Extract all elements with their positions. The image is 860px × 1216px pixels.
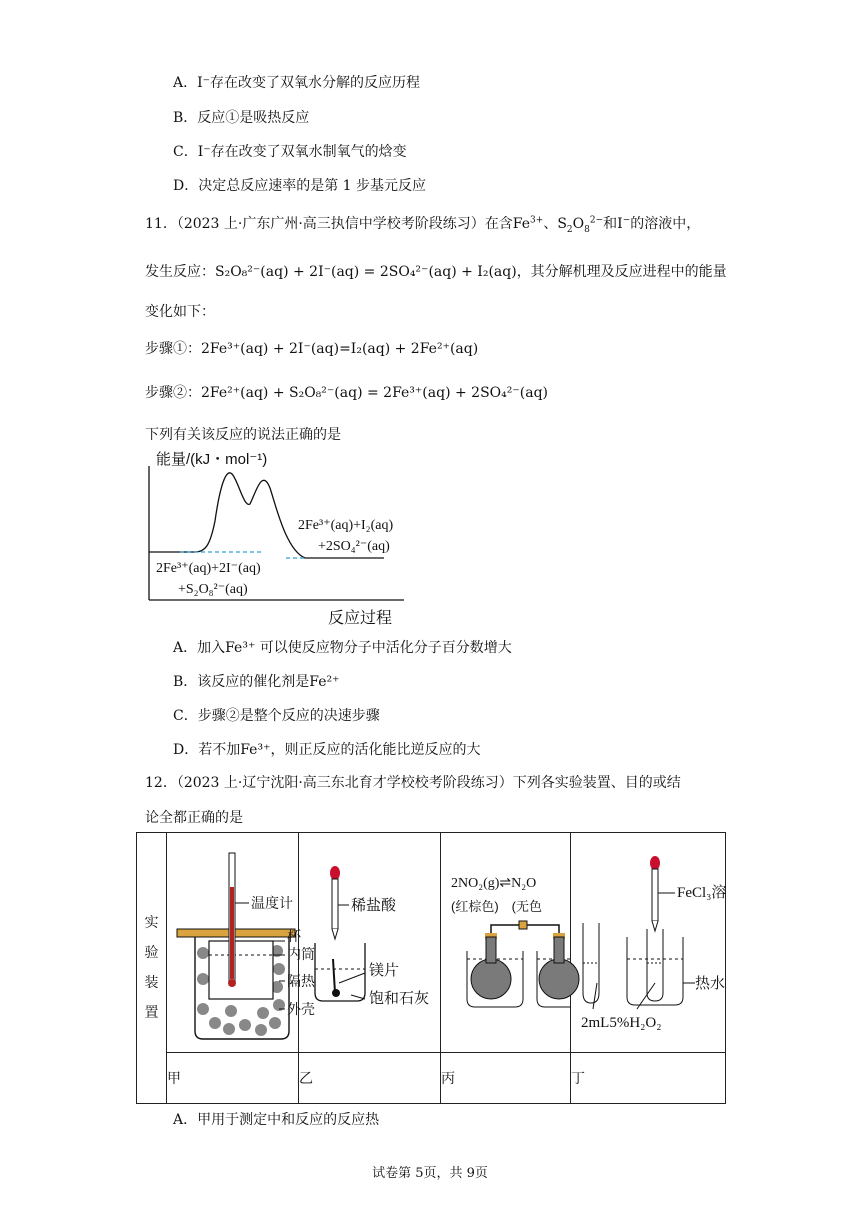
apparatus-jia [167, 833, 315, 1053]
product-label-2: +2SO₄²⁻(aq) [318, 539, 390, 554]
reactant-label: 2Fe³⁺(aq)+2I⁻(aq) [156, 561, 261, 576]
q11-stem-line2: 发生反应：S₂O₈²⁻(aq) + 2I⁻(aq) = 2SO₄²⁻(aq) + I₂(aq)，其分解机理及反应进程中的能量 [145, 264, 727, 280]
label-colors: (红棕色) (无色 [451, 899, 542, 914]
row-label: 实验装置 [144, 915, 159, 1021]
label-no2-eq: 2NO₂(g)⇌N₂O [451, 876, 537, 891]
apparatus-bing [441, 833, 571, 1053]
q11-option-c: C．步骤②是整个反应的决速步骤 [173, 708, 380, 724]
q12-option-a: A．甲用于测定中和反应的反应热 [173, 1112, 380, 1128]
q11-step1: 步骤①：2Fe³⁺(aq) + 2I⁻(aq)=I₂(aq) + 2Fe²⁺(aq) [145, 341, 479, 357]
q11-option-d: D．若不加Fe³⁺，则正反应的活化能比逆反应的大 [173, 742, 481, 758]
label-fecl3: FeCl₃溶 [677, 885, 727, 901]
label-inner: 内筒 [287, 946, 315, 962]
q12-stem-line2: 论全都正确的是 [145, 810, 243, 826]
q11-step2: 步骤②：2Fe²⁺(aq) + S₂O₈²⁻(aq) = 2Fe³⁺(aq) + 2SO₄²⁻(aq) [145, 385, 548, 401]
y-axis-label: 能量/(kJ・mol⁻¹) [156, 451, 268, 468]
label-hcl: 稀盐酸 [351, 897, 397, 914]
label-mg: 镁片 [369, 962, 400, 979]
q12-stem: 12．（2023 上·辽宁沈阳·高三东北育才学校校考阶段练习）下列各实验装置、目的或结 [145, 775, 681, 791]
page-footer: 试卷第 5页，共 9页 [372, 1166, 488, 1181]
q11-option-b: B．该反应的催化剂是Fe²⁺ [173, 674, 340, 690]
caption-bing: 丙 [441, 1053, 571, 1104]
q11-stem-line3: 变化如下： [145, 304, 215, 320]
q11-stem: 11．（2023 上·广东广州·高三执信中学校考阶段练习）在含$Fe^{3+}$、$S_2O_8^{2-}$和I−的溶液中， [145, 215, 701, 235]
caption-jia: 甲 [167, 1053, 299, 1104]
q10-option-c: C．I⁻存在改变了双氧水制氧气的焓变 [173, 144, 407, 160]
q10-option-d: D．决定总反应速率的是第 1 步基元反应 [173, 178, 427, 194]
q10-option-b: B．反应①是吸热反应 [173, 110, 310, 126]
caption-ding: 丁 [571, 1053, 726, 1104]
label-hot-water: 热水 [695, 975, 726, 992]
label-limewater: 饱和石灰 [369, 990, 430, 1007]
label-insulation: 隔热 [287, 973, 315, 989]
apparatus-ding [571, 833, 726, 1053]
label-cup: 杯 [287, 928, 301, 944]
x-axis-label: 反应过程 [328, 610, 393, 627]
q11-prompt: 下列有关该反应的说法正确的是 [145, 427, 341, 443]
caption-yi: 乙 [299, 1053, 441, 1104]
label-thermometer: 温度计 [251, 895, 293, 911]
label-shell: 外壳 [287, 1001, 315, 1017]
row-label-cell [137, 833, 167, 1104]
product-label: 2Fe³⁺(aq)+I₂(aq) [298, 518, 394, 533]
apparatus-yi [299, 833, 441, 1053]
reactant-label-2: +S₂O₈²⁻(aq) [178, 582, 248, 597]
label-h2o2: 2mL5%H₂O₂ [581, 1015, 662, 1031]
q11-option-a: A．加入Fe³⁺ 可以使反应物分子中活化分子百分数增大 [173, 640, 512, 656]
energy-diagram [140, 446, 420, 630]
q10-option-a: A．I⁻存在改变了双氧水分解的反应历程 [173, 75, 421, 91]
experiment-table [136, 832, 726, 1104]
